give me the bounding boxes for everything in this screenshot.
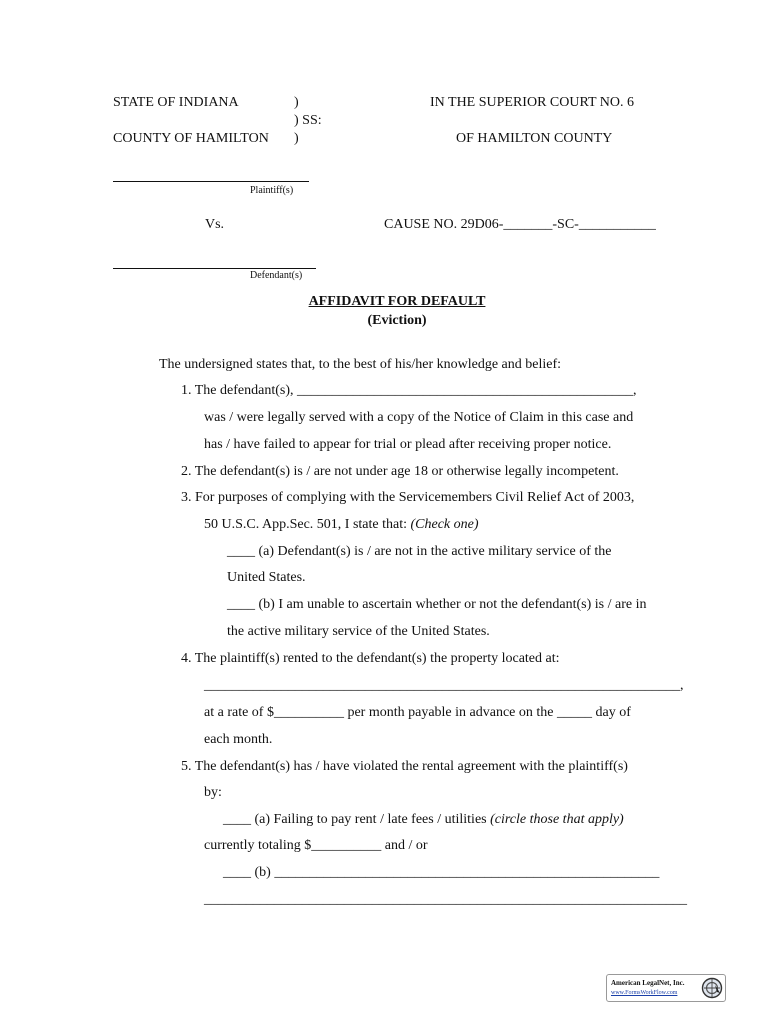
option-5b[interactable]: ____ (b) _______________________________________________________ bbox=[223, 865, 660, 880]
county-label: COUNTY OF HAMILTON bbox=[113, 131, 269, 146]
court-name: IN THE SUPERIOR COURT NO. 6 bbox=[430, 95, 634, 110]
option-5a[interactable] bbox=[223, 812, 624, 828]
option-3a[interactable]: ____ (a) Defendant(s) is / are not in the active military service of the bbox=[227, 544, 612, 559]
item-2: 2. The defendant(s) is / are not under age 18 or otherwise legally incompetent. bbox=[181, 464, 619, 479]
item-1-text: has / have failed to appear for trial or plead after receiving proper notice. bbox=[204, 437, 612, 452]
item-4: 4. The plaintiff(s) rented to the defendant(s) the property located at: bbox=[181, 651, 560, 666]
globe-icon bbox=[701, 977, 723, 999]
document-subtitle: (Eviction) bbox=[367, 313, 427, 328]
state-label: STATE OF INDIANA bbox=[113, 95, 239, 110]
check-one-note: (Check one) bbox=[410, 517, 479, 532]
plaintiff-line[interactable] bbox=[113, 181, 309, 182]
plaintiff-label: Plaintiff(s) bbox=[250, 185, 294, 196]
publisher-logo bbox=[606, 974, 726, 1002]
item-1-text: was / were legally served with a copy of the Notice of Claim in this case and bbox=[204, 410, 634, 425]
property-address-field[interactable]: ____________________________________________________________________, bbox=[204, 678, 684, 693]
option-3b-text: the active military service of the United States. bbox=[227, 624, 490, 639]
cause-number[interactable]: CAUSE NO. 29D06-_______-SC-___________ bbox=[384, 217, 656, 232]
item-3-statute: 50 U.S.C. App.Sec. 501, I state that: bbox=[204, 517, 407, 532]
caption-paren: ) bbox=[294, 131, 299, 146]
intro-text: The undersigned states that, to the best of his/her knowledge and belief: bbox=[159, 357, 562, 372]
item-4-text: each month. bbox=[204, 732, 273, 747]
document-title: AFFIDAVIT FOR DEFAULT bbox=[308, 294, 486, 309]
defendant-line[interactable] bbox=[113, 268, 316, 269]
court-county: OF HAMILTON COUNTY bbox=[456, 131, 613, 146]
amount-total-field[interactable]: currently totaling $__________ and / or bbox=[204, 838, 428, 853]
option-5a-text: ____ (a) Failing to pay rent / late fees / utilities bbox=[223, 812, 487, 827]
rent-rate-field[interactable]: at a rate of $__________ per month payable in advance on the _____ day of bbox=[204, 705, 631, 720]
caption-ss: ) SS: bbox=[294, 113, 322, 128]
option-5b-line[interactable]: _____________________________________________________________________ bbox=[204, 892, 687, 907]
caption-paren: ) bbox=[294, 95, 299, 110]
option-3b[interactable]: ____ (b) I am unable to ascertain whether or not the defendant(s) is / are in bbox=[227, 597, 647, 612]
versus-label: Vs. bbox=[205, 217, 225, 232]
item-1[interactable]: 1. The defendant(s), ________________________________________________, bbox=[181, 383, 637, 398]
item-5: 5. The defendant(s) has / have violated the rental agreement with the plaintiff(s) bbox=[181, 759, 628, 774]
item-5-text: by: bbox=[204, 785, 222, 800]
option-3a-text: United States. bbox=[227, 570, 306, 585]
item-3-text bbox=[204, 517, 479, 533]
defendant-label: Defendant(s) bbox=[250, 270, 303, 281]
item-3: 3. For purposes of complying with the Servicemembers Civil Relief Act of 2003, bbox=[181, 490, 635, 505]
publisher-name: American LegalNet, Inc. bbox=[611, 979, 685, 987]
publisher-url[interactable]: www.FormsWorkFlow.com bbox=[611, 990, 678, 996]
circle-note: (circle those that apply) bbox=[490, 812, 624, 827]
